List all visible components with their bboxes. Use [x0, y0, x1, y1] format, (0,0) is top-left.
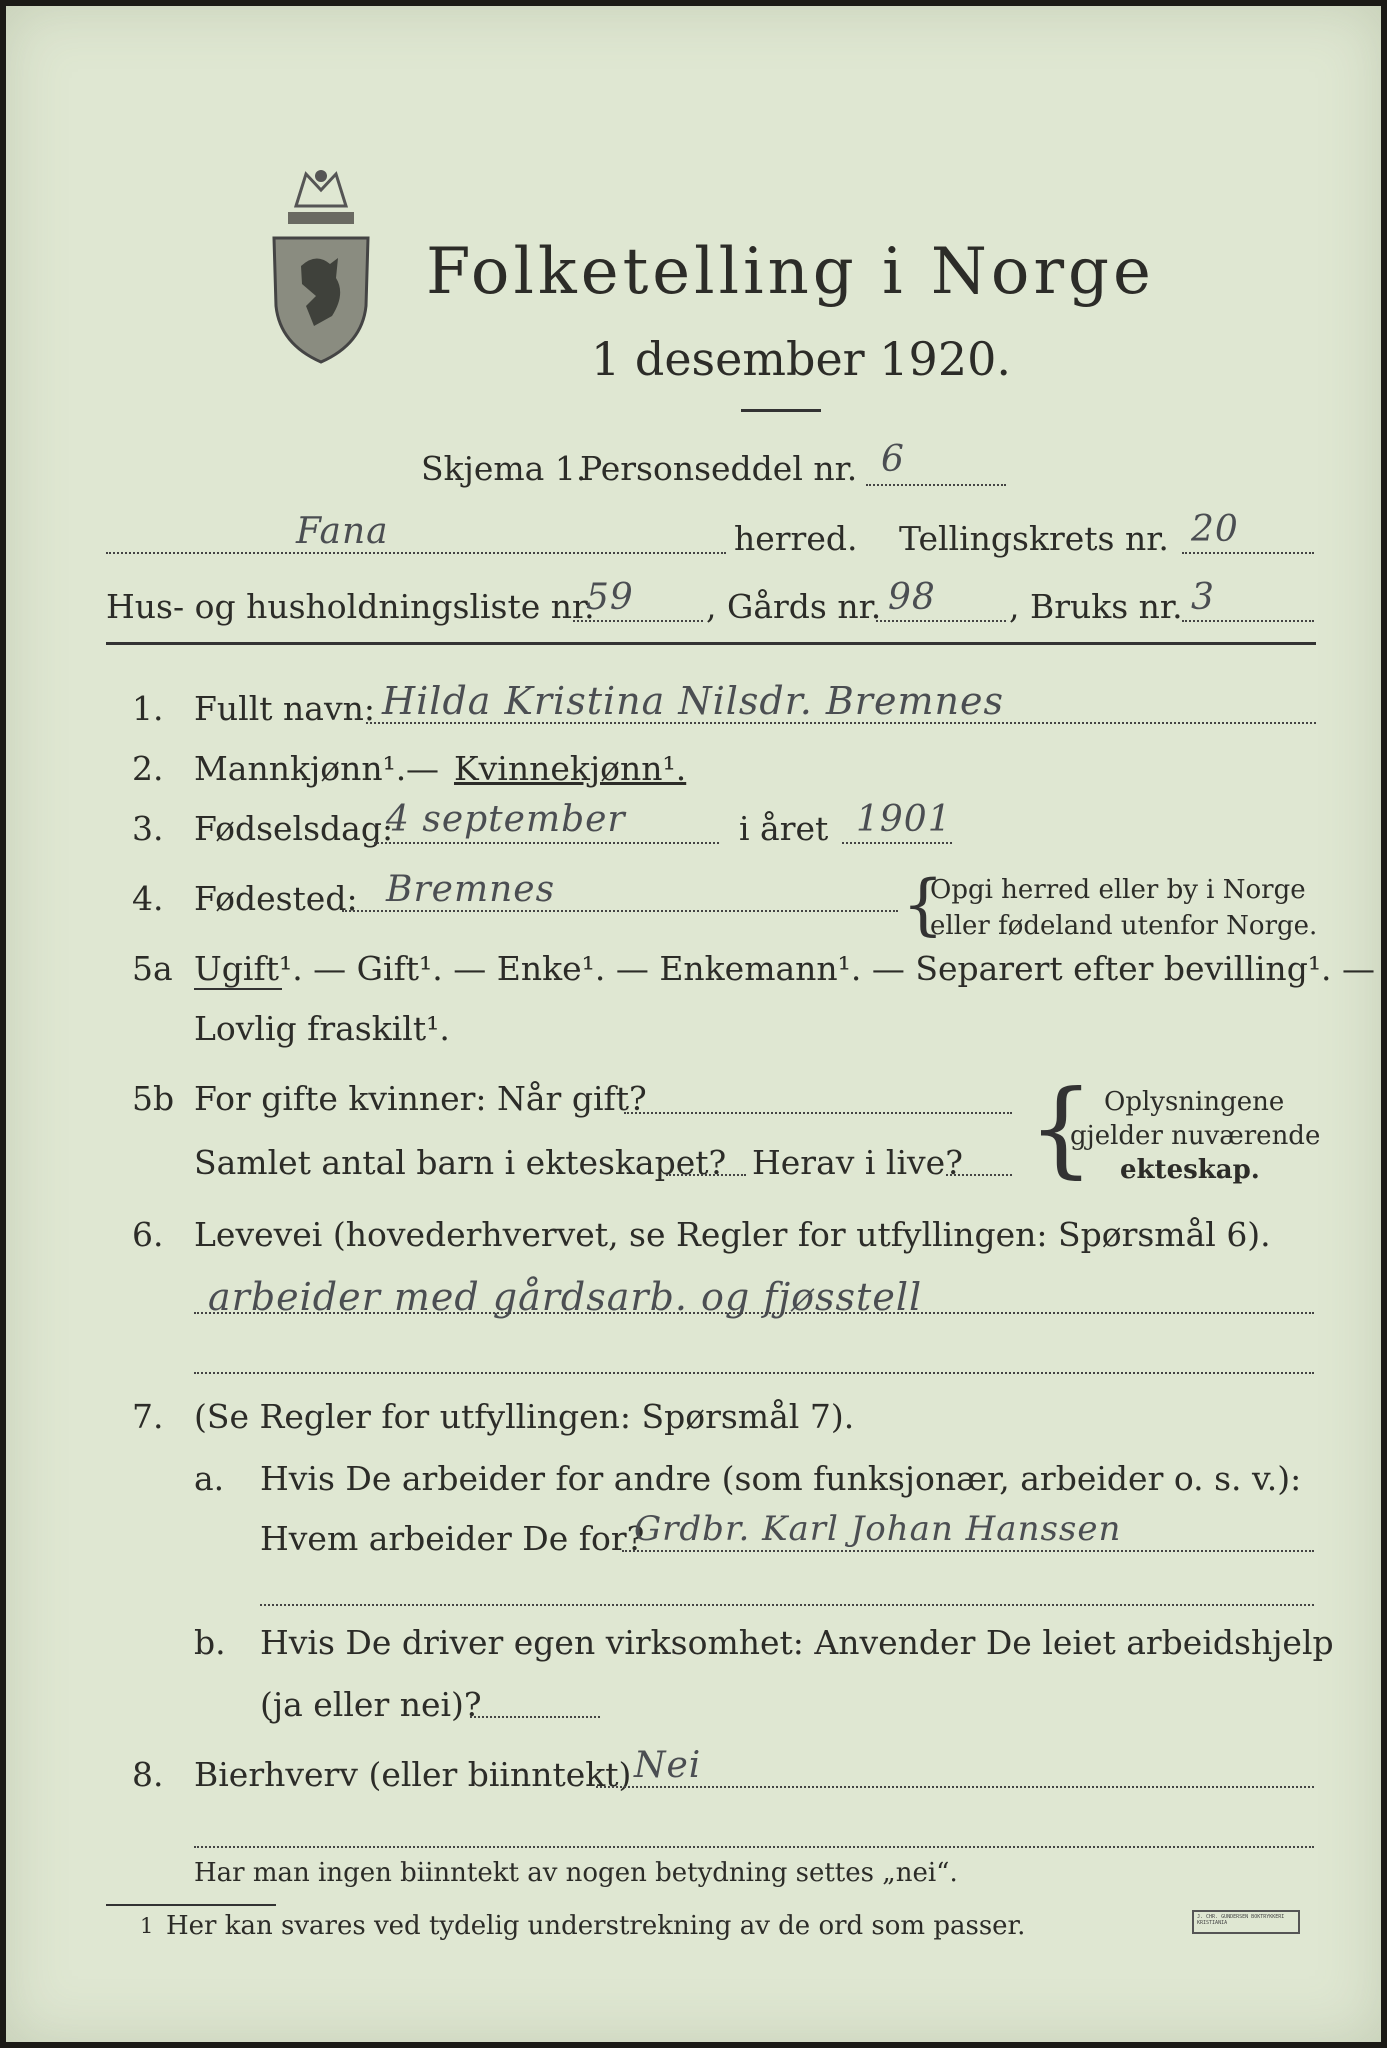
birthplace-value: Bremnes — [386, 869, 556, 910]
birth-date-value: 4 september — [386, 799, 626, 840]
q7-number: 7. — [132, 1397, 164, 1436]
birth-year-line — [842, 842, 952, 844]
bruks-label: , Bruks nr. — [1009, 587, 1183, 626]
birth-date-line — [374, 842, 719, 844]
q4-number: 4. — [132, 879, 164, 918]
children-count-label: Samlet antal barn i ekteskapet? — [194, 1143, 727, 1182]
no-income-note: Har man ingen biinntekt av nogen betydning settes „nei“. — [194, 1858, 958, 1888]
female-option: Kvinnekjønn¹. — [454, 749, 687, 788]
husliste-value: 59 — [586, 577, 634, 618]
employer-value: Grdbr. Karl Johan Hanssen — [634, 1509, 1122, 1549]
title-divider — [741, 409, 821, 412]
birthplace-line — [342, 910, 898, 912]
year-label: i året — [739, 809, 829, 848]
personseddel-value: 6 — [881, 439, 905, 480]
married-when-line — [624, 1112, 1012, 1114]
q7b-line2: (ja eller nei)? — [260, 1685, 482, 1724]
occupation-value: arbeider med gårdsarb. og fjøsstell — [208, 1275, 923, 1319]
form-title: Folketelling i Norge — [426, 235, 1155, 309]
marriage-note-3: ekteskap. — [1120, 1155, 1260, 1185]
herred-line — [106, 552, 726, 554]
children-alive-line — [946, 1174, 1012, 1176]
gards-label: , Gårds nr. — [706, 587, 882, 626]
marital-status-options: Ugift¹. — Gift¹. — Enke¹. — Enkemann¹. — Separert efter bevilling¹. — — [194, 949, 1376, 988]
full-name-line — [366, 722, 1316, 724]
side-income-line-2 — [194, 1846, 1314, 1848]
q7a-line1: Hvis De arbeider for andre (som funksjonær, arbeider o. s. v.): — [260, 1459, 1302, 1498]
side-income-label: Bierhverv (eller biinntekt) — [194, 1755, 632, 1794]
q5a-number: 5a — [132, 949, 173, 988]
birthplace-brace: { — [902, 866, 944, 943]
q1-number: 1. — [132, 689, 164, 728]
q8-number: 8. — [132, 1755, 164, 1794]
printer-stamp-text: J. CHR. GUNDERSEN BOKTRYKKERI KRISTIANIA — [1197, 1914, 1285, 1926]
herred-label: herred. — [734, 519, 858, 558]
full-name-value: Hilda Kristina Nilsdr. Bremnes — [382, 679, 1004, 723]
q4-label: Fødested: — [194, 879, 358, 918]
birthplace-note-1: Opgi herred eller by i Norge — [930, 875, 1306, 905]
hired-help-line — [470, 1716, 600, 1718]
footnote-text: Her kan svares ved tydelig understrekning av de ord som passer. — [166, 1911, 1026, 1941]
occupation-label: Levevei (hovederhvervet, se Regler for utfyllingen: Spørsmål 6). — [194, 1215, 1271, 1254]
male-option: Mannkjønn¹. — [194, 749, 407, 788]
husliste-label: Hus- og husholdningsliste nr. — [106, 587, 595, 626]
children-alive-label: Herav i live? — [752, 1143, 963, 1182]
census-date: 1 desember 1920. — [591, 332, 1011, 386]
employer-line-2 — [260, 1604, 1314, 1606]
occupation-line-2 — [194, 1372, 1314, 1374]
marriage-note-brace: { — [1028, 1067, 1095, 1189]
header-rule — [106, 642, 1316, 645]
gards-line — [876, 620, 1006, 622]
printer-stamp — [1192, 1910, 1300, 1934]
q7b-letter: b. — [194, 1623, 226, 1662]
bruks-line — [1182, 620, 1314, 622]
q2-number: 2. — [132, 749, 164, 788]
married-when-label: For gifte kvinner: Når gift? — [194, 1079, 647, 1118]
q1-label: Fullt navn: — [194, 689, 375, 728]
norwegian-coat-of-arms-icon — [266, 166, 376, 366]
q3-number: 3. — [132, 809, 164, 848]
q7-label: (Se Regler for utfyllingen: Spørsmål 7). — [194, 1397, 855, 1436]
employer-line-1 — [622, 1550, 1314, 1552]
ugift-underline — [194, 988, 282, 990]
husliste-line — [573, 620, 703, 622]
skjema-label: Skjema 1. — [421, 449, 587, 488]
q7a-line2: Hvem arbeider De for? — [260, 1519, 645, 1558]
side-income-value: Nei — [634, 1745, 702, 1786]
q7b-line1: Hvis De driver egen virksomhet: Anvender De leiet arbeidshjelp — [260, 1623, 1334, 1662]
children-count-line — [666, 1174, 746, 1176]
tellingskrets-value: 20 — [1191, 509, 1239, 550]
side-income-line-1 — [596, 1786, 1314, 1788]
personseddel-line — [866, 484, 1006, 486]
marriage-note-2: gjelder nuværende — [1070, 1121, 1321, 1151]
census-form-sheet — [6, 6, 1381, 2042]
q7a-letter: a. — [194, 1459, 225, 1498]
personseddel-label: Personseddel nr. — [580, 449, 858, 488]
footnote-rule — [106, 1904, 276, 1906]
birthplace-note-2: eller fødeland utenfor Norge. — [930, 911, 1318, 941]
tellingskrets-label: Tellingskrets nr. — [899, 519, 1169, 558]
q5b-number: 5b — [132, 1079, 175, 1118]
occupation-line-1 — [194, 1312, 1314, 1314]
gards-value: 98 — [888, 577, 936, 618]
footnote-mark: 1 — [140, 1914, 154, 1938]
q3-label: Fødselsdag: — [194, 809, 394, 848]
birth-year-value: 1901 — [856, 799, 952, 840]
tellingskrets-line — [1182, 552, 1314, 554]
marital-status-options-2: Lovlig fraskilt¹. — [194, 1009, 450, 1048]
marriage-note-1: Oplysningene — [1104, 1087, 1285, 1117]
q6-number: 6. — [132, 1215, 164, 1254]
herred-value: Fana — [296, 511, 389, 552]
bruks-value: 3 — [1191, 577, 1215, 618]
sex-separator: — — [406, 749, 439, 788]
